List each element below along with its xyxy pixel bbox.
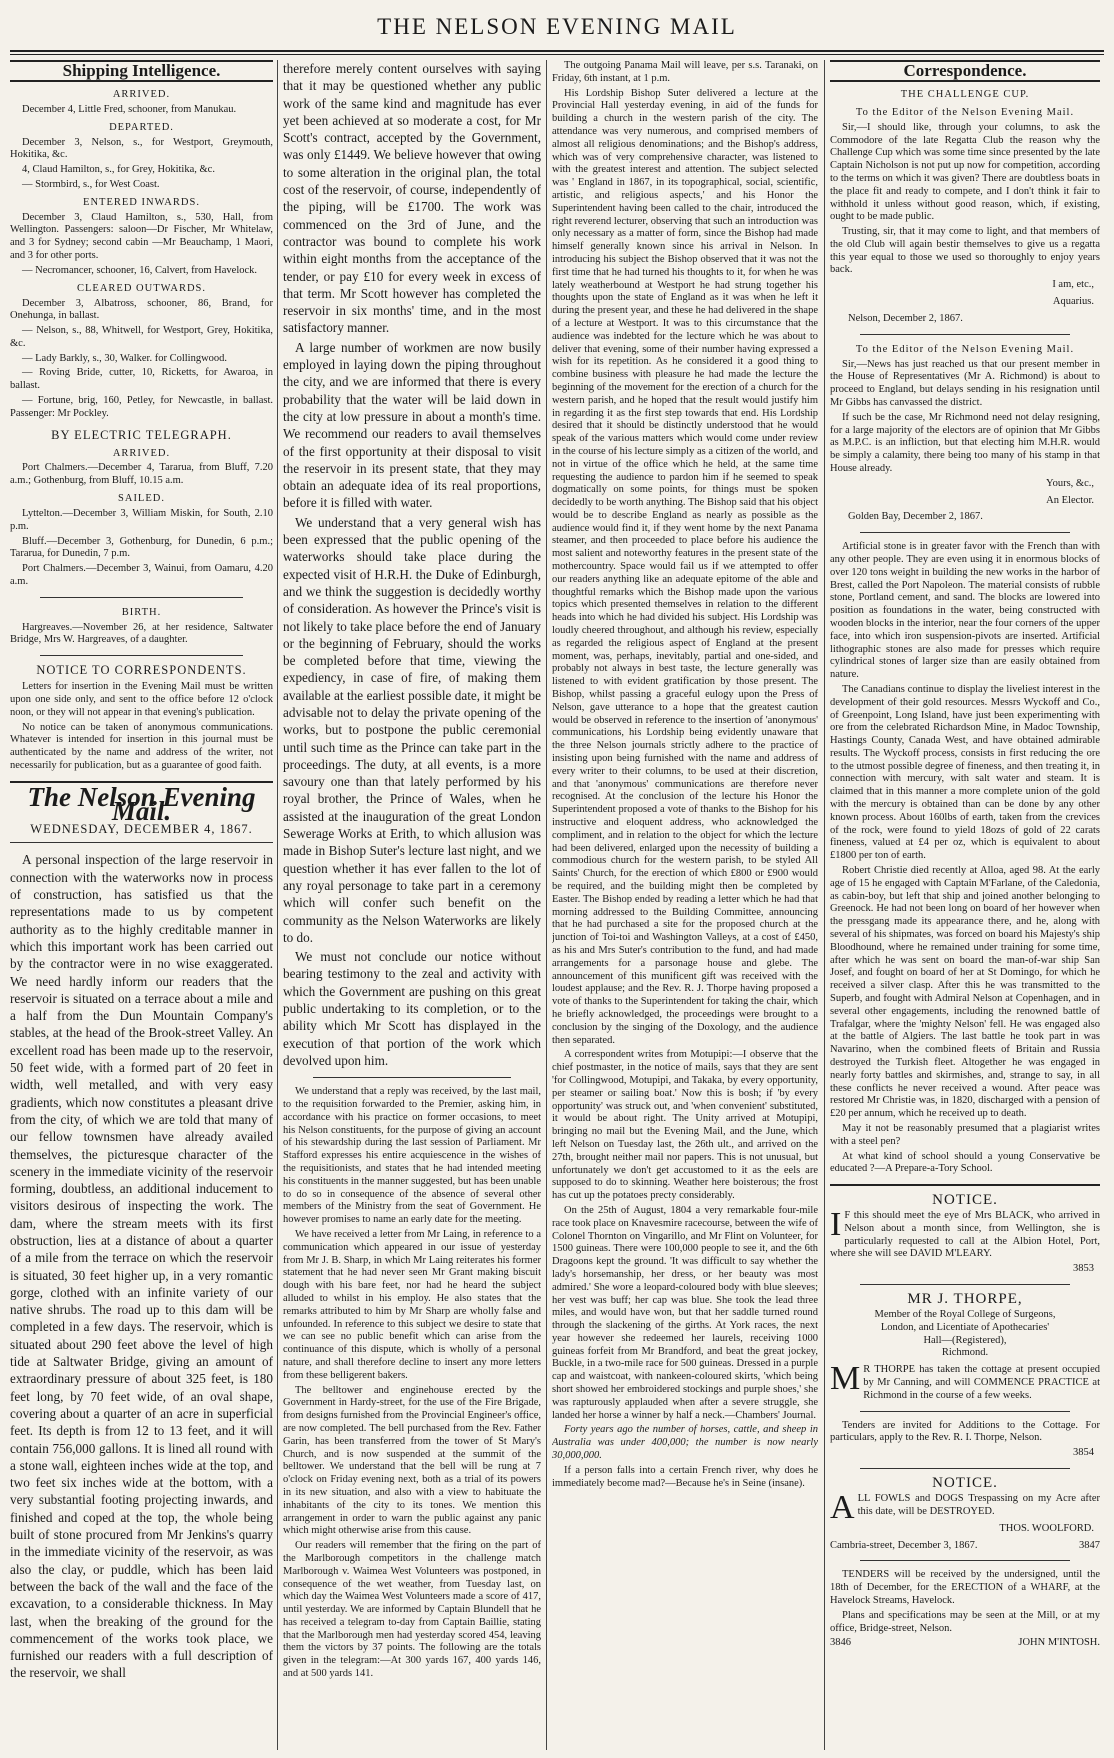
news-item: We have received a letter from Mr Laing, in reference to a communication which appeared in our issue of yesterday from Mr J. B. Sharp, in which Mr Laing reiterates his former statement that he had never seen Mr Grant making biscuit dough with his bare feet, nor had he heard the subject alluded to whilst in his employ. He also states that the remarks attributed to him by Mr Sharp are wholly false and unfounded. In reference to this subject we desire to state that we can see no public benefit which can arise from the continuance of this dispute, which is wholly of a personal nature, and shall therefore decline to insert any more letters from these belligerent bakers.	[283, 1228, 541, 1381]
leader-paragraph: A large number of workmen are now busily employed in laying down the piping throughout the city, and we are informed that there is every probability that the water will be laid down in the city at low pressure in about a month's time. We recommend our readers to avail themselves of the first opportunity at their disposal to visit the reservoir in its present state, that they may obtain an adequate idea of its real proportions, before it is filled with water.	[283, 339, 541, 511]
cleared-entry: — Roving Bride, cutter, 10, Ricketts, for Awaroa, in ballast.	[10, 367, 273, 392]
notice-heading: NOTICE.	[932, 1192, 998, 1209]
notice-text: LL FOWLS and DOGS Trespassing on my Acre after this date, will be DESTROYED.	[857, 1492, 1100, 1517]
cleared-entry: — Nelson, s., 88, Whitwell, for Westport, Grey, Hokitika, &c.	[10, 325, 273, 349]
entered-entry: December 3, Claud Hamilton, s., 530, Hall, from Wellington. Passengers: saloon—Dr Fischer, Mr Whitelaw, and 3 for Sydney; second cabin —Mr Beauchamp, 1 Maori, and 3 for other ports.	[10, 211, 273, 261]
leader-article: A personal inspection of the large reservoir in connection with the waterworks now in process of construction, has satisfied us that the representations made to us by competent authority as to the highly creditable manner in which this important work has been carried out by the contractor were in no wise exaggerated. We need hardly inform our readers that the reservoir is situated on a terrace about a mile and a half from the Dun Mountain Company's stables, at the head of the Brook-street Valley. An excellent road has been made up to the reservoir, 50 feet wide, with a formed part of 20 feet in width, well metalled, and with very easy gradients, which now constitutes a pleasant drive from the city, of which we are told that many of our fellow townsmen have already availed themselves, the picturesque character of the scenery in the immediate vicinity of the reservoir forming, doubtless, an additional inducement to visitors desirous of inspecting the work. The dam, where the stream meets with its first obstruction, lies at a distance of about a quarter of a mile from the terrace on which the reservoir is situated, 30 feet higher up, in a very romantic gorge, clothed with an infinite variety of our native shrubs. The road up to this dam will be completed in a few days. The reservoir, which is situated about 290 feet above the level of high tide at Saltwater Bridge, giving an amount of extraordinary pressure of about 325 feet, is 180 feet long, by 70 feet wide, of an oval shape, covering about a quarter of an acre in superficial feet. Its depth is from 12 to 13 feet, and it will contain 756,000 gallons. It is lined all round with a stone wall, eighteen inches wide at the top, and two feet six inches wide at the bottom, with a very substantial footing projecting inwards, and finished and coped at the top, the whole being built of stone procured from Mr Jenkins's quarry in the immediate vicinity of the reservoir, as was also the clay, or puddle, which has been laid between the back of the wall and the face of the excavation, to a considerable thickness. In May last, when the breaking of the ground for the commencement of the works took place, we furnished our readers with a full description of the reservoir, we shall	[10, 852, 273, 1681]
news-item: Artificial stone is in greater favor with the French than with any other people. They are even using it in enormous blocks of over 120 tons weight in building the new works in the harbor of Brest, called the Port Napoleon. The material consists of rubble stone, Portland cement, and sand. The blocks are lowered into position as foundations in the water, being constructed with wooden blocks in the interior, near the four corners of the upper face, into which iron suspension-pivots are inserted. Artificial lithographic stones are also made for presses which require cylindrical stones of larger size than are easily obtained from nature.	[830, 541, 1100, 681]
letter-place: Golden Bay, December 2, 1867.	[848, 511, 983, 523]
letter-paragraph: Trusting, sir, that it may come to light, and that members of the old Club will again bestir themselves to give us a regatta this year equal to those we used so thoroughly to enjoy years back.	[830, 226, 1100, 276]
telegraph-entry: Port Chalmers.—December 3, Wainui, from Oamaru, 4.20 a.m.	[10, 563, 273, 587]
thorpe-credential: London, and Licentiate of Apothecaries'	[880, 1321, 1050, 1333]
telegraph-entry: Lyttelton.—December 3, William Miskin, for South, 2.10 p.m.	[10, 507, 273, 532]
leader-continued: therefore merely content ourselves with saying that it may be questioned whether any public work of the same kind and magnitude has ever yet been achieved at so moderate a cost, for Mr Scott's contract, accepted by the Government, was only £1449. We believe however that owing to some alteration in the original plan, the total cost of the reservoir, of course, independently of the piping, will be £1700. The work was commenced on the 3rd of June, and the contractor was bound to complete his work within eight months from the acceptance of the tender, or pay £10 for every week in excess of that term. Mr Scott however has completed the reservoir in six months' time, and in the most satisfactory manner.	[283, 61, 541, 336]
column-divider	[824, 60, 825, 1750]
wharf-footer	[830, 1637, 1100, 1650]
letter-paragraph: If such be the case, Mr Richmond need not delay resigning, for a large majority of the electors are of opinion that Mr Gibbs as M.P.C. is an infliction, but that electing him M.H.R. would be simply a calamity, there being too many of his stamp in that House already.	[830, 411, 1100, 474]
wharf-number: 3846	[830, 1637, 851, 1649]
divider	[830, 1184, 1100, 1186]
news-item: At what kind of school should a young Conservative be educated ?—A Prepare-a-Tory School.	[830, 1150, 1100, 1175]
notice-heading: NOTICE.	[932, 1474, 998, 1491]
thorpe-credential: Member of the Royal College of Surgeons,	[874, 1308, 1056, 1320]
telegraph-entry: Port Chalmers.—December 4, Tararua, from Bluff, 7.20 a.m.; Gothenburg, from Bluff, 10.15 a.m.	[10, 462, 273, 487]
notice-number: 3847	[1079, 1539, 1100, 1551]
divider	[40, 597, 243, 598]
drop-cap: I	[830, 1206, 842, 1244]
departed-entry: December 3, Nelson, s., for Westport, Greymouth, Hokitika, &c.	[10, 136, 273, 161]
news-item: The Canadians continue to display the liveliest interest in the development of their gold resources. Messrs Wyckoff and Co., of Greenpoint, Long Island, have just been experimenting with ore from the celebrated Richardson Mine, in Madoc Township, Hastings County, Canada West, and have obtained admirable results. The Wyckoff process, consists in first reducing the ore to the utmost possible degree of fineness, and then treating it, in connection with mercury, with salt water and steam. It is claimed that in this manner a more complete union of the gold with the mercury is obtained than can be done by any other known process. About 160lbs of earth, taken from the crevices of the rock, were found to yield 18ozs of gold of 22 carats fineness, valued at £4 per oz, which is equivalent to about £1800 per ton of earth.	[830, 683, 1100, 862]
to-editor-line: To the Editor of the Nelson Evening Mail.	[855, 343, 1075, 355]
notice-place-text: Cambria-street, December 3, 1867.	[830, 1539, 978, 1551]
departed-entry: — Stormbird, s., for West Coast.	[22, 178, 160, 190]
telegraph-sailed-heading: SAILED.	[118, 493, 165, 505]
notice-signature: THOS. WOOLFORD.	[999, 1522, 1094, 1534]
news-item: We understand that a reply was received, by the last mail, to the requisition forwarded to the Premier, asking him, in accordance with his practice on former occasions, to meet his Nelson constituents, for the purpose of giving an account of his stewardship during the last session of Parliament. Mr Stafford expresses his entire acquiescence in the wishes of the requisitionists, and states that he had intended meeting his constituents in the manner suggested, but has been unable to do so in consequence of the absence of several other members of the Ministry from the seat of Government. He however promises to name an early date for the meeting.	[283, 1086, 541, 1226]
news-item: The outgoing Panama Mail will leave, per s.s. Taranaki, on Friday, 6th instant, at 1 p.m.	[552, 60, 818, 84]
wharf-tender: TENDERS will be received by the undersigned, until the 18th of December, for the ERECTION of a WHARF, at the Havelock Streams, Havelock.	[830, 1569, 1100, 1607]
news-item: The belltower and enginehouse erected by the Government in Hardy-street, for the use of the Fire Brigade, from designs furnished from the Provincial Engineer's office, are now completed. The bell purchased from the Rev. Father Garin, has been transferred from the tower of St Mary's Church, and is now suspended at the summit of the belltower. We understand that the bell will be rung at 7 o'clock on Friday evening next, both as a trial of its powers in its new situation, and also with a view to habituate the inhabitants of the city to its tones. We mention this arrangement in order to warn the public against any panic which might otherwise arise from this cause.	[283, 1384, 541, 1537]
letter-signature: Aquarius.	[1052, 296, 1094, 308]
notice-text: F this should meet the eye of Mrs BLACK, who arrived in Nelson about a month since, from Wellington, she is particularly requested to call at the Albion Hotel, Port, where she will see DAVID M'LEARY.	[830, 1210, 1100, 1260]
arrived-entry: December 4, Little Fred, schooner, from Manukau.	[22, 103, 237, 115]
divider	[860, 532, 1070, 533]
notice-body	[830, 1206, 1100, 1261]
birth-heading: BIRTH.	[121, 606, 162, 618]
leader-paragraph: We must not conclude our notice without bearing testimony to the zeal and activity with which the Government are pushing on this great public undertaking to its completion, or to the ability which Mr Scott has displayed in the execution of that portion of the work which devolved upon him.	[283, 949, 541, 1068]
nameplate: The Nelson Evening Mail.	[27, 781, 256, 826]
column-4	[830, 60, 1100, 1750]
column-3	[552, 60, 818, 1750]
news-item: His Lordship Bishop Suter delivered a lecture at the Provincial Hall yesterday evening, in aid of the funds for building a church in the western parish of the city. The attendance was very numerous, and comprised members of almost all religious denominations; and the Bishop's address, which was of very comprehensive character, was listened to with the greatest interest and attention. The subject selected was ' England in 1867, in its topographical, social, scientific, artistic, and religious aspects,' and his Honor the Superintendent having been called to the chair, introduced the right reverend lecturer, observing that such an introduction was only necessary as a matter of form, since the Bishop had made himself generally known since his arrival in Nelson. In introducing his subject the Bishop observed that it was not the first time that he had turned his thoughts to it, for when he was lately weatherbound at Westport he had strung together his thoughts upon the state of England as it was when he left it during the present year, and these he had delivered in the shape of a lecture at Westport. It was to this circumstance that the audience was indebted for the lecture which he was about to deliver that evening, some of their number having expressed a wish for its repetition. As he considered it a good thing to combine business with pleasure he had made the lecture the beginning of the movement for the erection of a church for the western parish, and he hoped that the result would justify him in regarding it as the first step towards that end. His Lordship desired that it should be distinctly understood that he would speak of the various matters which would come under review in the course of his lecture simply as a citizen of the world, and not in virtue of the office which he held, at the same time requesting the audience to pardon him if he seemed to speak dogmatically on some points, for things must be spoken decidedly to be worth anything. The Bishop said that his object would be to describe England as nearly as possible as the audience would find it, if they went home by the next Panama steamer, and then proceeded to place before his audience the most salient and noteworthy features in the present state of the mothercountry. Space would fail us if we attempted to offer our readers anything like an adequate epitome of the able and thoughtful remarks which the Bishop made upon the various topics which presented themselves in relation to the different heads into which he had divided his subject. His Lordship was loudly cheered throughout, and although his review, especially as regarded the religious aspect of England at the present moment, was, perhaps, inevitably, partial and one-sided, and probably not always in best taste, the lecture generally was listened to with evident gratification by those present. The Bishop, whilst passing a graceful eulogy upon the Press of Nelson, gave utterance to a hope that the greatest caution would be observed in reference to the insertion of 'anonymous' communications, his Lordship being evidently unaware that the three Nelson journals strictly adhere to the practice of insisting upon being furnished with the name and address of every writer to their columns, to be used at their discretion, and that 'anonymous' communications are therefore never recognised. At the conclusion of the lecture his Honor the Superintendent proposed a vote of thanks to the Bishop for his instructive and eloquent address, who acknowledged the compliment, and in relation to the object for which the lecture had been delivered, enlarged upon the necessity of building a commodious church for the western parish, to be styled All Saints' Church, for the erection of which £800 or £900 would be required, and the building might then be completed by Easter. The Bishop ended by reading a letter which he had that morning addressed to the Building Committee, announcing that he had purchased a site for the proposed church at the junction of Toi-toi and Washington Valleys, at a cost of £450, as his and Mrs Suter's contribution to the fund, and had made arrangements for a parsonage house and glebe. The announcement of this munificent gift was received with the loudest applause; and the Rev. R. J. Thorpe having proposed a vote of thanks to the Superintendent for taking the chair, which he briefly acknowledged, the proceedings were brought to a conclusion by the singing of the Doxology, and the audience then separated.	[552, 87, 818, 1046]
column-divider	[546, 60, 547, 1750]
wharf-signature: JOHN M'INTOSH.	[1018, 1637, 1100, 1649]
letter-place: Nelson, December 2, 1867.	[848, 312, 963, 324]
divider	[860, 1284, 1070, 1285]
drop-cap: A	[830, 1488, 855, 1526]
thorpe-heading: MR J. THORPE,	[907, 1291, 1023, 1308]
letter-closing: I am, etc.,	[1052, 279, 1094, 291]
tenders-notice: Tenders are invited for Additions to the Cottage. For particulars, apply to the Rev. R. I. Thorpe, Nelson.	[830, 1419, 1100, 1444]
cleared-entry: — Fortune, brig, 160, Petley, for Newcastle, in ballast. Passenger: Mr Pockley.	[10, 395, 273, 419]
news-item: If a person falls into a certain French river, why does he immediately become mad?—Because he's in Seine (insane).	[552, 1464, 818, 1489]
arrived-heading: ARRIVED.	[112, 88, 171, 100]
shipping-title: Shipping Intelligence.	[10, 60, 273, 82]
divider	[860, 334, 1070, 335]
news-item: May it not be reasonably presumed that a plagiarist writes with a steel pen?	[830, 1123, 1100, 1147]
thorpe-text: R THORPE has taken the cottage at present occupied by Mr Canning, and will COMMENCE PRACTICE at Richmond in the course of a few weeks.	[863, 1364, 1100, 1401]
divider	[860, 1468, 1070, 1469]
telegraph-heading: BY ELECTRIC TELEGRAPH.	[51, 427, 232, 442]
leader-paragraph: We understand that a very general wish has been expressed that the public opening of the waterworks should take place during the expected visit of H.R.H. the Duke of Edinburgh, and we think the suggestion is decidedly worthy of consideration. As however the Prince's visit is not likely to take place before the end of January or the beginning of February, should the works be completed before that time, viewing the expediency, in case of fire, of making them available at the earliest possible date, it might be advisable not to delay the private opening of the works, but to postpone the public ceremonial until such time as the Prince can take part in the proceedings. The duty, at all events, is a more savoury one than that lately performed by his royal brother, the Prince of Wales, when he assisted at the inauguration of the great London Sewerage Works at Erith, to which allusion was made in Bishop Suter's lecture last night, and we question whether it has ever fallen to the lot of any royal personage to take part in a ceremony which will confer such benefit on the community as the Nelson Waterworks are likely to do.	[283, 514, 541, 945]
divider	[860, 1560, 1070, 1561]
divider	[313, 1077, 511, 1078]
telegraph-arrived-heading: ARRIVED.	[112, 447, 171, 459]
masthead: THE NELSON EVENING MAIL	[377, 14, 737, 39]
column-1	[10, 60, 273, 1750]
news-item: A correspondent writes from Motupipi:—I observe that the chief postmaster, in the notice of mails, says that they are sent 'for Collingwood, Motupipi, and Takaka, by every opportunity, per steamer or sailing boat.' Now this is bosh; if 'by every opportunity' was struck out, and 'when convenient' substituted, it would be about right. The Unity arrived at Motupipi, bringing no mail but the Evening Mail, and the June, which left Nelson on Tuesday last, the 26th ult., and arrived on the 27th, brought neither mail nor papers. This is not unusual, but unfortunately we don't get accustomed to it as the eels are supposed to do to skinning. Weather here boisterous; the frost has cut up the potatoes precty considerably.	[552, 1049, 818, 1202]
to-editor-line: To the Editor of the Nelson Evening Mail.	[855, 106, 1075, 118]
letter-paragraph: Sir,—I should like, through your columns, to ask the Commodore of the late Regatta Club the reason why the Challenge Cup which was some time since presented by the late Captain Nicholson is not put up now for competition, according to the terms on which it was given? There are doubtless boats in the place fit and ready to compete, and I don't think it fair to withhold it unless without good reason, which, if existing, ought to be made public.	[830, 121, 1100, 223]
column-divider	[277, 60, 278, 1750]
birth-notice: Hargreaves.—November 26, at her residence, Saltwater Bridge, Mrs W. Hargreaves, of a daughter.	[10, 621, 273, 646]
entered-heading: ENTERED INWARDS.	[83, 196, 200, 208]
divider	[860, 1411, 1070, 1412]
column-2	[283, 60, 541, 1750]
cleared-entry: December 3, Albatross, schooner, 86, Brand, for Onehunga, in ballast.	[10, 297, 273, 322]
wharf-tender: Plans and specifications may be seen at the Mill, or at my office, Bridge-street, Nelson.	[830, 1609, 1100, 1634]
letter-paragraph: Sir,—News has just reached us that our present member in the House of Representatives (Mr A. Richmond) is about to proceed to England, but delays sending in his resignation until Mr Gibbs has canvassed the district.	[830, 358, 1100, 408]
challenge-cup-heading: THE CHALLENGE CUP.	[900, 88, 1030, 100]
tenders-number: 3854	[1073, 1447, 1094, 1459]
letter-signature: An Elector.	[1046, 494, 1094, 506]
departed-heading: DEPARTED.	[109, 121, 174, 133]
correspondents-notice: No notice can be taken of anonymous communications. Whatever is intended for insertion in this journal must be authenticated by the name and address of the writer, not necessarily for publication, but as a guarantee of good faith.	[10, 721, 273, 771]
telegraph-entry: Bluff.—December 3, Gothenburg, for Dunedin, 6 p.m.; Tararua, for Dunedin, 7 p.m.	[10, 535, 273, 560]
masthead-rule	[10, 50, 1104, 55]
news-item: Robert Christie died recently at Alloa, aged 98. At the early age of 15 he engaged with Captain M'Farlane, of the Caledonia, as cabin-boy, but left that ship and joined another belonging to Greenock. He had not been long on board of her however when the pressgang made its appearance there, and he, along with several of his shipmates, was forced on board his Majesty's ship Bloodhound, where he remained under training for some time, after which he was sent on board the man-of-war ship San Josef, and fought on board of her at St Domingo, for which he received a silver clasp. After this he was transmitted to the Superb, and fought with Admiral Nelson at Copenhagen, and in several other engagements, including the renowned battle of Trafalgar, where the 'mighty Nelson' fell. He was engaged also at the battle of Algiers. The last battle he took part in was Navarino, when the combined fleets of Britain and Russia destroyed the Turkish fleet. Altogether he was engaged in nearly forty battles and skirmishes, and, strange to say, in all these conflicts he never received a wound. After peace was restored Mr Christie was, in 1820, discharged with a pension of £20 per annum, which he received up to death.	[830, 865, 1100, 1120]
thorpe-credential: Hall—(Registered),	[923, 1334, 1007, 1346]
letter-closing: Yours, &c.,	[1046, 477, 1094, 489]
news-item: On the 25th of August, 1804 a very remarkable four-mile race took place on Knavesmire racecourse, between the wife of Colonel Thornton on Vingarillo, and Mr Flint on Volunteer, for 1500 guineas. There were 100,000 people to see it, and the 6th Dragoons kept the ground. 'It was difficult to say whether the lady's horsemanship, her dress, or her beauty was most admired.' She wore a leopard-coloured body with blue sleeves; her vest was buff; her cap was blue. She took the lead three miles, and would have won, but that her saddle turned round through the slackening of the girths. At York races, the next year however she redeemed her laurels, receiving 1000 guineas forfeit from Mr Brandford, and beat the great jockey, Buckle, in a two-mile race for 500 guineas. Dressed in a purple cap and waistcoat, with nankeen-coloured skirts, 'which being short showed her embroidered stockings and purple shoes,' she was rapturously applauded when after a severe struggle, she landed her horse a winner by half a neck.—Chambers' Journal.	[552, 1204, 818, 1421]
notice-number: 3853	[1073, 1263, 1094, 1275]
divider	[40, 655, 243, 656]
entered-entry: — Necromancer, schooner, 16, Calvert, from Havelock.	[22, 264, 258, 276]
cleared-heading: CLEARED OUTWARDS.	[77, 282, 206, 294]
drop-cap: M	[830, 1360, 861, 1398]
departed-entry: 4, Claud Hamilton, s., for Grey, Hokitika, &c.	[22, 164, 215, 176]
dateline: WEDNESDAY, DECEMBER 4, 1867.	[10, 823, 273, 844]
correspondence-title: Correspondence.	[830, 60, 1100, 82]
news-item: Our readers will remember that the firing on the part of the Marlborough competitors in the challenge match Marlborough v. Waimea West Volunteers was postponed, in consequence of the wet weather, from Tuesday last, on which day the Waimea West Volunteers made a score of 417, until yesterday. We are informed by Captain Blundell that he has received a telegram to-day from Captain Baillie, stating that the Marlborough men had yesterday scored 454, leaving them the victors by 37 points. The following are the totals given in the telegram:—At 300 yards 167, 400 yards 146, and at 500 yards 141.	[283, 1540, 541, 1680]
correspondents-notice: Letters for insertion in the Evening Mail must be written upon one side only, and sent to the office before 12 o'clock noon, or they will not appear in that evening's publication.	[10, 681, 273, 718]
notice-body	[830, 1488, 1100, 1526]
correspondents-heading: NOTICE TO CORRESPONDENTS.	[36, 663, 247, 678]
news-item: Forty years ago the number of horses, cattle, and sheep in Australia was under 400,000; the number is now nearly 30,000,000.	[552, 1424, 818, 1462]
cleared-entry: — Lady Barkly, s., 30, Walker. for Collingwood.	[22, 352, 228, 364]
notice-place	[830, 1540, 1100, 1553]
thorpe-credential: Richmond.	[941, 1347, 989, 1359]
thorpe-body	[830, 1360, 1100, 1402]
